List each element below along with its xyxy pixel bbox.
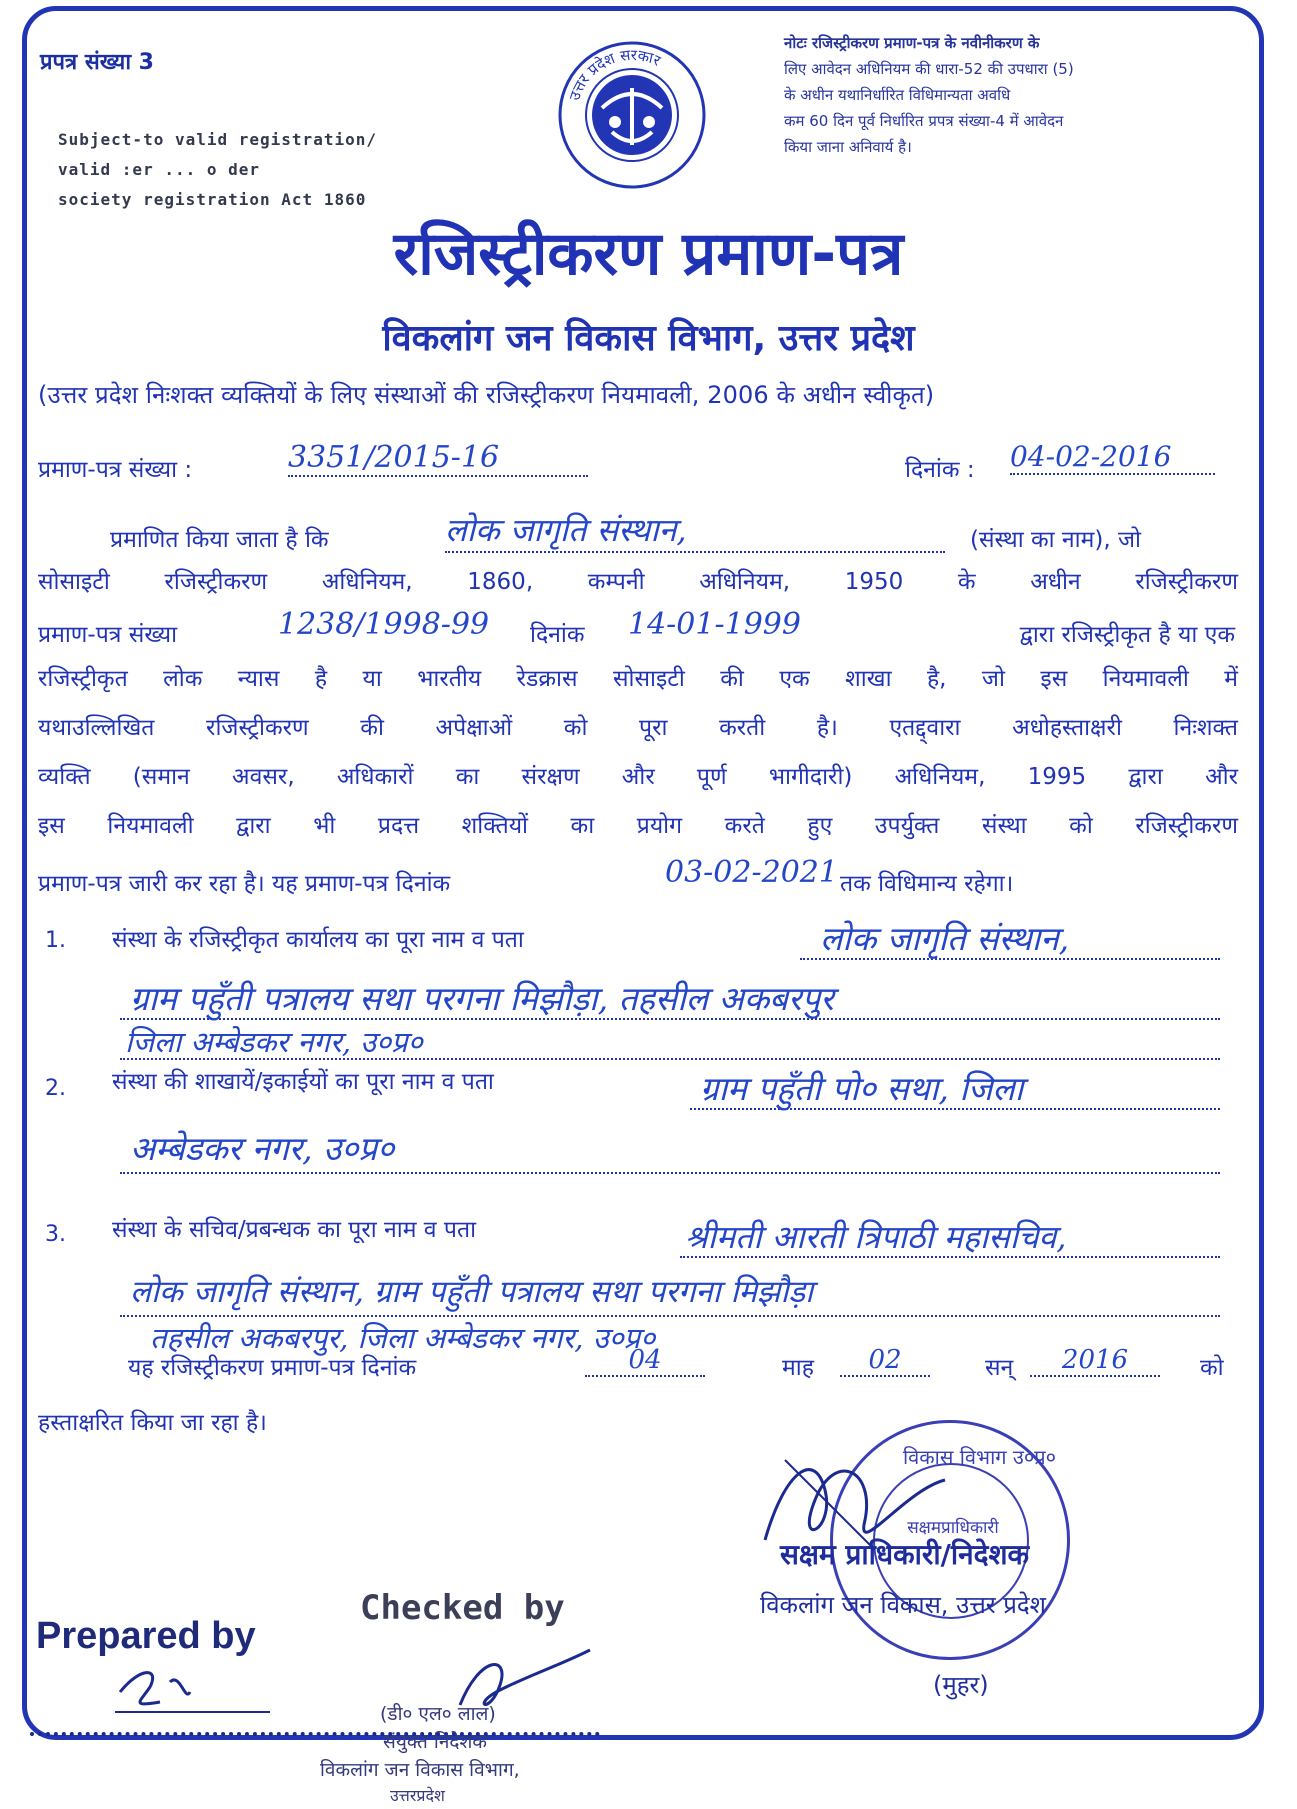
registration-date: 14-01-1999 (628, 607, 801, 642)
registration-number: 1238/1998-99 (278, 607, 490, 642)
seal-label: (मुहर) (933, 1671, 989, 1699)
item-value-line-1: श्रीमती आरती त्रिपाठी महासचिव, (685, 1218, 1067, 1256)
officer-name: (डी० एल० लाल) (380, 1703, 496, 1725)
item-value-line-3: जिला अम्बेडकर नगर, उ०प्र० (125, 1025, 423, 1059)
checked-by-label: Checked by (360, 1588, 565, 1628)
validity-date: 03-02-2021 (665, 855, 838, 890)
item-value-line-2: लोक जागृति संस्थान, ग्राम पहुँती पत्रालय सथा परगना मिझौड़ा (130, 1274, 814, 1310)
seal-ring-text: विकास विभाग उ०प्र० (903, 1445, 1057, 1469)
item-value-line-1: लोक जागृति संस्थान, (820, 919, 1070, 958)
validity-prefix: प्रमाण-पत्र जारी कर रहा है। यह प्रमाण-पत्र दिनांक (38, 871, 451, 897)
note-line: के अधीन यथानिर्धारित विधिमान्यता अवधि (784, 86, 1011, 104)
validity-suffix: तक विधिमान्य रहेगा। (840, 871, 1014, 897)
dotted-line (120, 1315, 1220, 1317)
renewal-note (784, 30, 1144, 160)
signing-suffix: को (1200, 1355, 1224, 1381)
preparer-initials (110, 1662, 280, 1722)
item-label: संस्था के सचिव/प्रबन्धक का पूरा नाम व पता (112, 1217, 477, 1243)
signing-month: 02 (840, 1345, 930, 1377)
department-name: विकलांग जन विकास विभाग, उत्तर प्रदेश (382, 318, 915, 359)
dotted-line (120, 1172, 1220, 1174)
item-value-line-3: तहसील अकबरपुर, जिला अम्बेडकर नगर, उ०प्र० (150, 1321, 656, 1355)
signing-day: 04 (585, 1345, 705, 1377)
subject-line-2: valid :er ... o der (58, 160, 261, 179)
body-line-5: यथाउल्लिखित रजिस्ट्रीकरण की अपेक्षाओं को पूरा करती है। एतद्द्वारा अधोहस्ताक्षरी निःशक्त (38, 715, 1238, 741)
officer-state: उत्तरप्रदेश (390, 1786, 445, 1805)
item-number: 1. (45, 928, 66, 953)
body-line-2: सोसाइटी रजिस्ट्रीकरण अधिनियम, 1860, कम्पनी अधिनियम, 1950 के अधीन रजिस्ट्रीकरण (38, 569, 1238, 595)
item-label: संस्था की शाखायें/इकाईयों का पूरा नाम व पता (112, 1069, 494, 1095)
signing-year: 2016 (1030, 1345, 1160, 1377)
item-number: 3. (45, 1222, 66, 1247)
item-number: 2. (45, 1076, 66, 1101)
organisation-name: लोक जागृति संस्थान, (445, 508, 945, 553)
officer-title: संयुक्त निदेशक (383, 1731, 487, 1753)
item-value-line-2: ग्राम पहुँती पत्रालय सथा परगना मिझौड़ा, तहसील अकबरपुर (130, 979, 834, 1018)
prepared-dotted-line (30, 1732, 600, 1736)
signing-year-label: सन् (985, 1355, 1014, 1381)
signing-prefix: यह रजिस्ट्रीकरण प्रमाण-पत्र दिनांक (128, 1355, 417, 1381)
prepared-by-label: Prepared by (36, 1615, 256, 1657)
signing-line-2: हस्ताक्षरित किया जा रहा है। (38, 1410, 267, 1436)
officer-department: विकलांग जन विकास विभाग, (320, 1759, 520, 1781)
note-line: लिए आवेदन अधिनियम की धारा-52 की उपधारा (5) (784, 60, 1074, 78)
seal-center-text: सक्षमप्राधिकारी (907, 1518, 999, 1538)
item-value-line-1: ग्राम पहुँती पो० सथा, जिला (700, 1069, 1024, 1108)
registration-suffix: द्वारा रजिस्ट्रीकृत है या एक (1019, 622, 1235, 648)
certificate-title: रजिस्ट्रीकरण प्रमाण-पत्र (393, 219, 904, 289)
body-line-4: रजिस्ट्रीकृत लोक न्यास है या भारतीय रेडक्रास सोसाइटी की एक शाखा है, जो इस नियमावली में (38, 666, 1238, 692)
subject-line-1: Subject-to valid registration/ (58, 130, 377, 149)
authority-department: विकलांग जन विकास, उत्तर प्रदेश (760, 1591, 1046, 1619)
note-line: किया जाना अनिवार्य है। (784, 138, 912, 156)
intro-suffix: (संस्था का नाम), जो (970, 527, 1141, 553)
intro-prefix: प्रमाणित किया जाता है कि (110, 527, 329, 553)
registration-date-label: दिनांक (530, 622, 585, 648)
emblem-ring-text: उत्तर प्रदेश सरकार (565, 45, 664, 103)
state-emblem-icon (557, 40, 707, 190)
subject-line-3: society registration Act 1860 (58, 190, 367, 209)
body-line-7: इस नियमावली द्वारा भी प्रदत्त शक्तियों का प्रयोग करते हुए उपर्युक्त संस्था को रजिस्ट्रीकरण (38, 813, 1238, 839)
note-line: नोटः रजिस्ट्रीकरण प्रमाण-पत्र के नवीनीकरण के (784, 34, 1040, 52)
registration-label: प्रमाण-पत्र संख्या (38, 622, 178, 648)
rule-note: (उत्तर प्रदेश निःशक्त व्यक्तियों के लिए संस्थाओं की रजिस्ट्रीकरण नियमावली, 2006 के अधीन स्वीकृत) (38, 381, 935, 409)
certificate-date-value: 04-02-2016 (1010, 440, 1215, 475)
certificate-date-label: दिनांक : (905, 457, 975, 483)
note-line: कम 60 दिन पूर्व निर्धारित प्रपत्र संख्या-4 में आवेदन (784, 112, 1064, 130)
body-line-6: व्यक्ति (समान अवसर, अधिकारों का संरक्षण और पूर्ण भागीदारी) अधिनियम, 1995 द्वारा और (38, 764, 1238, 790)
certificate-number-label: प्रमाण-पत्र संख्या : (38, 457, 193, 483)
form-number: प्रपत्र संख्या 3 (40, 50, 154, 75)
signing-month-label: माह (782, 1355, 814, 1381)
authority-title: सक्षम प्राधिकारी/निदेशक (780, 1538, 1030, 1571)
item-value-line-2: अम्बेडकर नगर, उ०प्र० (130, 1129, 395, 1168)
item-label: संस्था के रजिस्ट्रीकृत कार्यालय का पूरा नाम व पता (112, 927, 524, 953)
certificate-number-value: 3351/2015-16 (288, 440, 588, 477)
